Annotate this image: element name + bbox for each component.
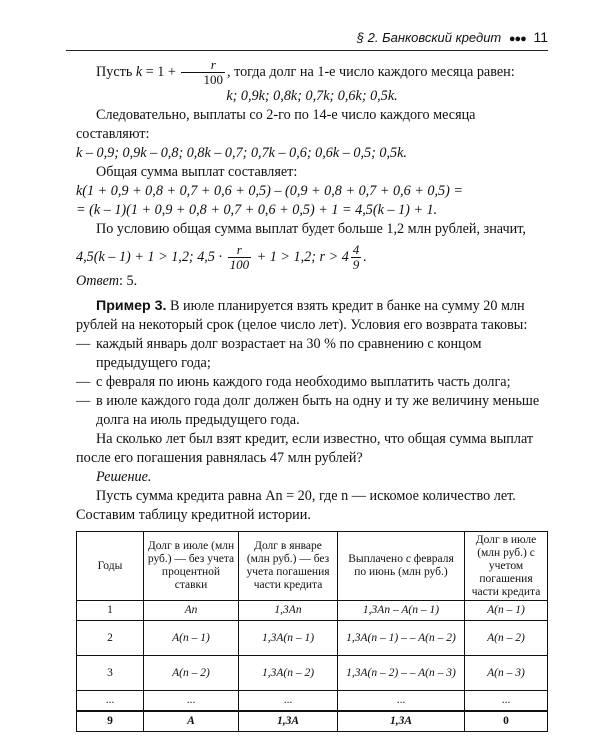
table-cell: 1,3A	[338, 711, 465, 732]
section-title: § 2. Банковский кредит	[356, 30, 502, 45]
condition-text: По условию общая сумма выплат будет больше 1,2 млн рублей, значит,	[96, 221, 526, 237]
table-row	[77, 621, 548, 656]
fraction-numerator: 4	[352, 242, 360, 257]
table-cell: 0	[465, 711, 548, 732]
example-question: На сколько лет был взят кредит, если известно, что общая сумма выплат после его погашения равнялась 47 млн рублей?	[76, 431, 534, 466]
line-let-k	[76, 58, 548, 87]
table-row	[77, 601, 548, 621]
table-cell: 1,3A(n – 2) – – A(n – 3)	[338, 656, 465, 691]
table-cell: ...	[77, 691, 144, 712]
total-formula-2: = (k – 1)(1 + 0,9 + 0,8 + 0,7 + 0,6 + 0,5) + 1 = 4,5(k – 1) + 1.	[76, 202, 438, 218]
table-row	[77, 656, 548, 691]
table-cell: A(n – 2)	[465, 621, 548, 656]
table-cell: ...	[465, 691, 548, 712]
example-3-statement	[76, 297, 548, 335]
table-row	[77, 691, 548, 712]
math-span: + 1 > 1,2; r > 4	[253, 248, 349, 265]
column-header: Долг в июле (млн руб.) — без учета процентной ставки	[144, 532, 239, 601]
condition-text: с февраля по июнь каждого года необходимо выплатить часть долга;	[96, 374, 511, 390]
solution-text: Пусть сумма кредита равна An = 20, где n — искомое количество лет. Составим таблицу кредитной истории.	[76, 488, 516, 523]
fraction-4-9	[351, 243, 362, 272]
dash-bullet: —	[76, 336, 91, 352]
fraction-r-100	[228, 243, 252, 272]
table-header-row	[77, 532, 548, 601]
table-row	[77, 711, 548, 732]
example-text: В июле планируется взять кредит в банке на сумму 20 млн рублей на некоторый срок (целое число лет). Условия его возврата таковы:	[76, 298, 528, 333]
credit-history-table	[76, 531, 548, 732]
answer-label: Ответ	[76, 273, 120, 289]
solution-label: Решение.	[96, 469, 152, 485]
inequality-line	[76, 243, 548, 272]
total-intro: Общая сумма выплат составляет:	[96, 164, 298, 180]
answer-line	[76, 272, 548, 291]
table-cell: 1,3An	[239, 601, 338, 621]
table-cell: A(n – 2)	[144, 656, 239, 691]
table-cell: An	[144, 601, 239, 621]
text-span: Пусть	[96, 63, 136, 80]
column-header: Долг в январе (млн руб.) — без учета погашения части кредита	[239, 532, 338, 601]
table-cell: ...	[338, 691, 465, 712]
running-header	[66, 26, 548, 51]
table-cell: 1,3A	[239, 711, 338, 732]
table-cell: 3	[77, 656, 144, 691]
table-cell: A(n – 1)	[465, 601, 548, 621]
page-body	[76, 58, 548, 732]
table-cell: ...	[239, 691, 338, 712]
debt-sequence: k; 0,9k; 0,8k; 0,7k; 0,6k; 0,5k.	[226, 88, 398, 104]
table-cell: A	[144, 711, 239, 732]
table-cell: ...	[144, 691, 239, 712]
table-cell: 1	[77, 601, 144, 621]
column-header: Выплачено с февраля по июнь (млн руб.)	[338, 532, 465, 601]
fraction-r-100	[181, 58, 225, 87]
dash-bullet: —	[76, 374, 91, 390]
condition-item-3	[76, 392, 548, 430]
column-header: Долг в июле (млн руб.) с учетом погашения части кредита	[465, 532, 548, 601]
text-span: = 1 +	[142, 63, 180, 80]
table-cell: 1,3A(n – 1)	[239, 621, 338, 656]
page-number: 11	[533, 29, 548, 45]
math-span: .	[363, 248, 367, 265]
table-cell: 1,3A(n – 2)	[239, 656, 338, 691]
total-formula-1: k(1 + 0,9 + 0,8 + 0,7 + 0,6 + 0,5) – (0,9 + 0,8 + 0,7 + 0,6 + 0,5) =	[76, 183, 463, 199]
fraction-numerator: r	[228, 243, 252, 258]
condition-item-1	[76, 335, 548, 373]
bullet-dots-icon: ●●●	[508, 33, 526, 45]
fraction-numerator: r	[181, 58, 225, 73]
table-cell: 1,3An – A(n – 1)	[338, 601, 465, 621]
table-cell: A(n – 1)	[144, 621, 239, 656]
payments-sequence: k – 0,9; 0,9k – 0,8; 0,8k – 0,7; 0,7k – 0,6; 0,6k – 0,5; 0,5k.	[76, 145, 407, 161]
fraction-denominator: 100	[203, 72, 223, 87]
fraction-denominator: 9	[352, 257, 360, 272]
payments-intro: Следовательно, выплаты со 2-го по 14-е число каждого месяца составляют:	[76, 107, 476, 142]
table-cell: 9	[77, 711, 144, 732]
table-cell: 1,3A(n – 1) – – A(n – 2)	[338, 621, 465, 656]
math-span: 4,5(k – 1) + 1 > 1,2; 4,5 ·	[76, 248, 226, 265]
table-cell: 2	[77, 621, 144, 656]
math-k: k	[135, 63, 143, 80]
example-title: Пример 3.	[96, 298, 167, 314]
dash-bullet: —	[76, 393, 91, 409]
fraction-denominator: 100	[229, 257, 250, 272]
condition-text: каждый январь долг возрастает на 30 % по сравнению с концом предыдущего года;	[96, 336, 482, 371]
column-header: Годы	[77, 532, 144, 601]
condition-item-2	[76, 373, 548, 392]
answer-value: : 5.	[119, 273, 138, 289]
table-cell: A(n – 3)	[465, 656, 548, 691]
condition-text: в июле каждого года долг должен быть на одну и ту же величину меньше долга на июль предыдущего года.	[96, 393, 540, 428]
text-span: , тогда долг на 1-е число каждого месяца равен:	[226, 63, 515, 80]
